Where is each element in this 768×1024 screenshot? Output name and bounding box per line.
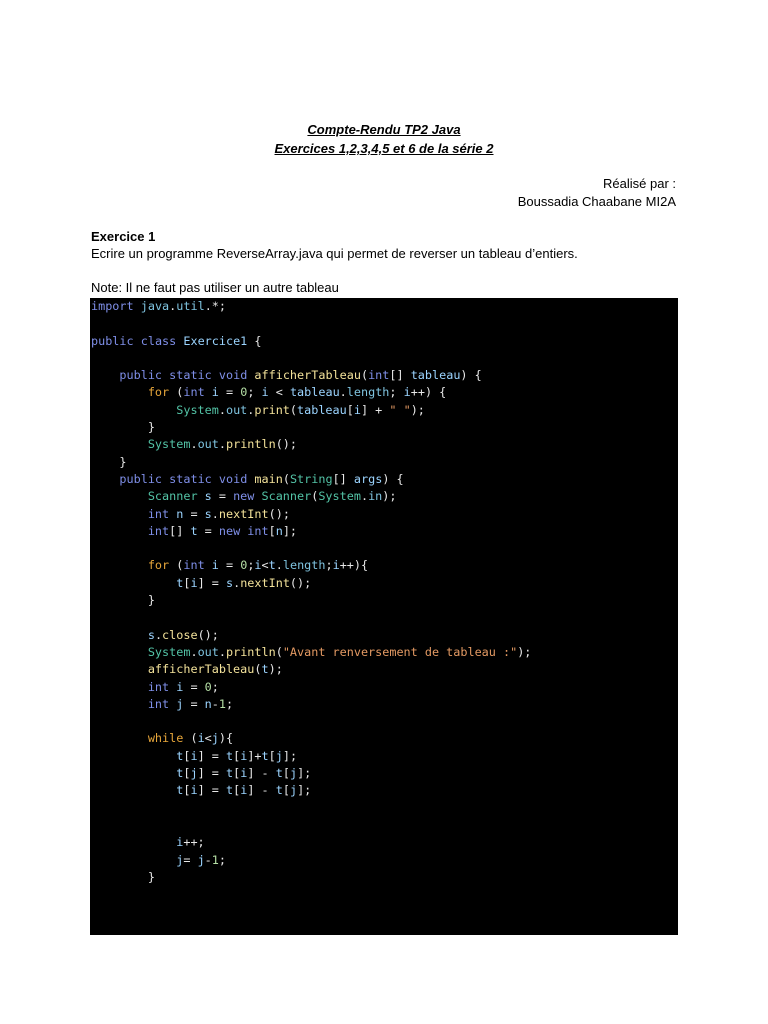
code-line: t[i] = t[i]+t[j]; [176, 748, 298, 763]
code-listing [90, 298, 678, 886]
code-line: t[i] = s.nextInt(); [176, 575, 312, 590]
code-line: System.out.println(); [147, 437, 298, 452]
code-line [91, 315, 678, 332]
code-line: public class Exercice1 { [91, 333, 262, 348]
code-line [91, 540, 678, 557]
code-line: i++; [176, 835, 205, 850]
code-line: int[] t = new int[n]; [147, 523, 298, 538]
code-line: int i = 0; [147, 679, 219, 694]
code-block [90, 298, 678, 935]
code-line [91, 800, 678, 817]
code-line [91, 609, 678, 626]
code-line: } [91, 869, 155, 884]
document-title: Compte-Rendu TP2 Java [307, 122, 461, 137]
code-line: j= j-1; [176, 852, 226, 867]
code-line: import java.util.*; [91, 299, 226, 313]
code-line: afficherTableau(t); [147, 662, 283, 677]
code-line: System.out.println("Avant renversement de tableau :"); [147, 644, 532, 659]
code-line: } [91, 454, 127, 469]
code-line: int j = n-1; [147, 696, 234, 711]
code-line: System.out.print(tableau[i] + " "); [176, 402, 425, 417]
code-line: for (int i = 0;i<t.length;i++){ [147, 558, 369, 573]
document-subtitle: Exercices 1,2,3,4,5 et 6 de la série 2 [274, 141, 494, 156]
exercise-description: Ecrire un programme ReverseArray.java qui permet de reverser un tableau d’entiers. [91, 246, 578, 261]
code-line [91, 713, 678, 730]
code-line: for (int i = 0; i < tableau.length; i++) { [147, 385, 447, 400]
code-line: int n = s.nextInt(); [147, 506, 290, 521]
code-line [91, 350, 678, 367]
code-line: while (i<j){ [147, 731, 234, 746]
code-line [91, 817, 678, 834]
code-line: Scanner s = new Scanner(System.in); [147, 489, 397, 504]
code-line: } [91, 593, 155, 608]
code-line: public static void main(String[] args) { [119, 471, 404, 486]
code-line: public static void afficherTableau(int[] tableau) { [119, 368, 482, 383]
exercise-note: Note: Il ne faut pas utiliser un autre tableau [91, 280, 339, 295]
code-line: t[j] = t[i] - t[j]; [176, 766, 312, 781]
author-name: Boussadia Chaabane MI2A [517, 194, 676, 209]
exercise-heading: Exercice 1 [91, 229, 156, 244]
code-line: } [91, 420, 155, 435]
code-line: t[i] = t[i] - t[j]; [176, 783, 312, 798]
author-label: Réalisé par : [603, 176, 676, 191]
code-line: s.close(); [147, 627, 219, 642]
